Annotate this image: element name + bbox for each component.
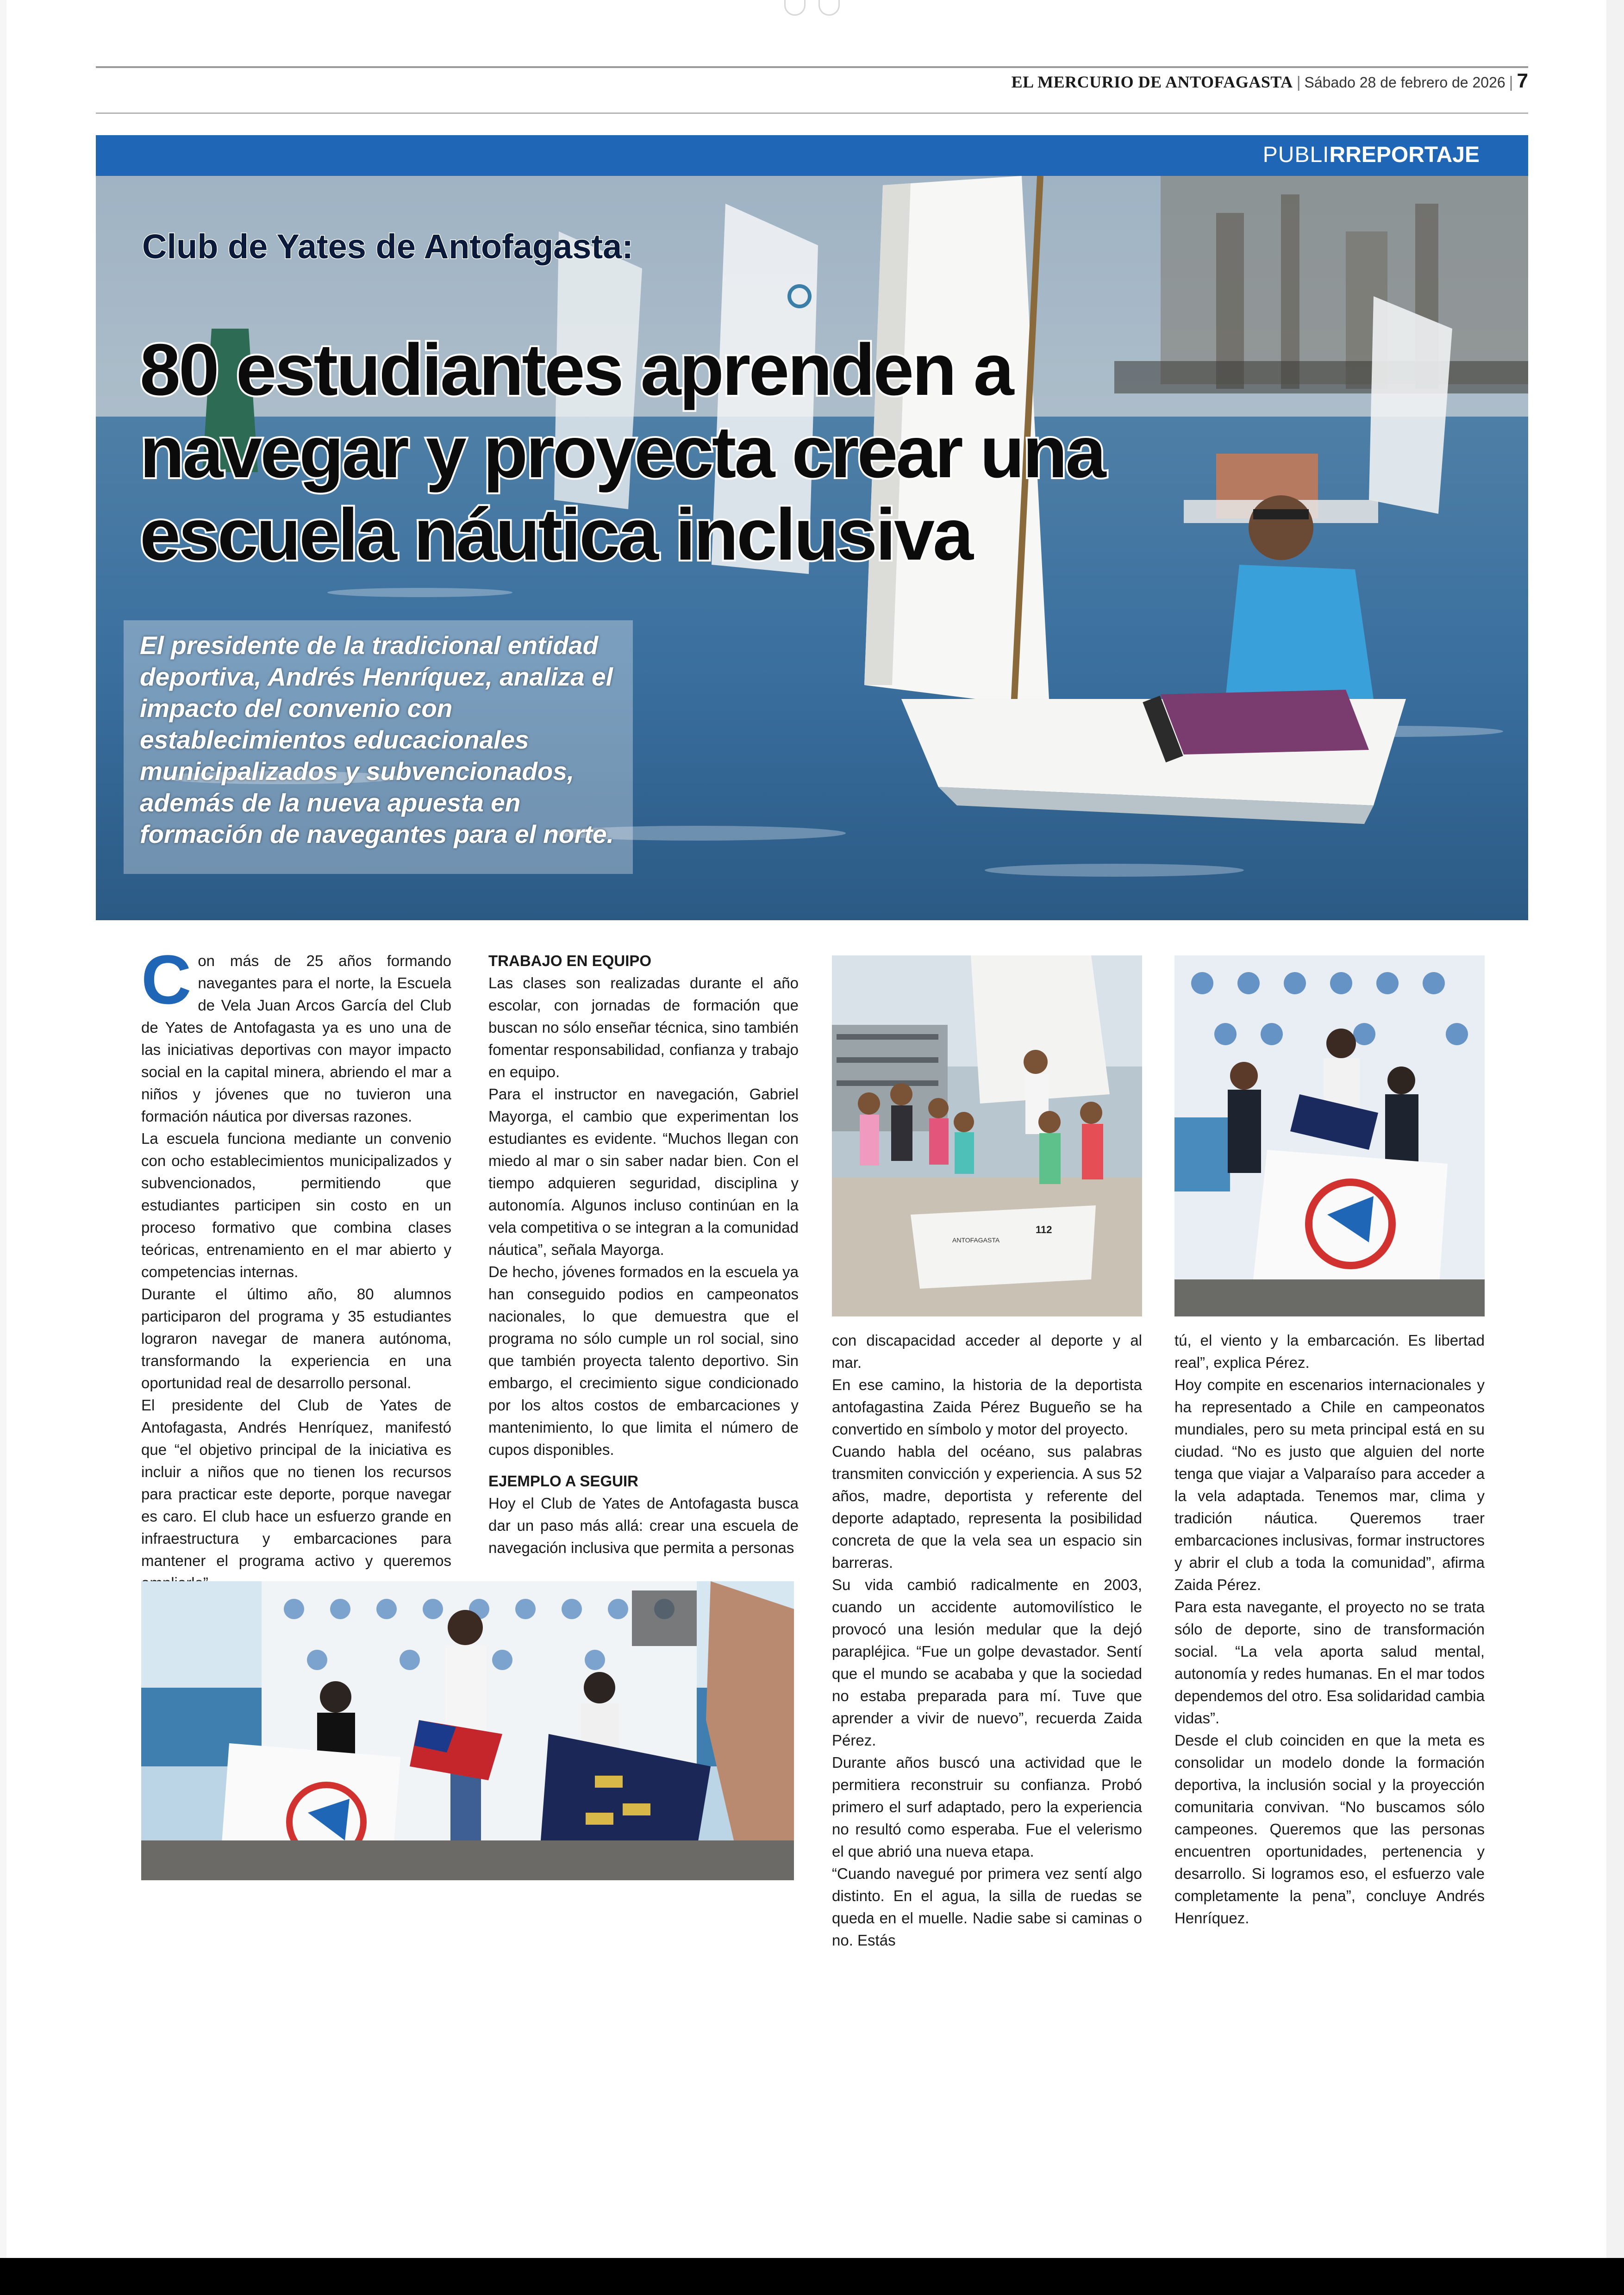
- header-rule-bottom: [96, 112, 1528, 114]
- kicker: Club de Yates de Antofagasta:: [142, 227, 633, 266]
- page-edge-left: [0, 0, 6, 2258]
- page-folio: [1012, 69, 1528, 96]
- section-tag: [1263, 142, 1480, 168]
- paragraph: Cuando habla del océano, sus palabras transmiten convicción y experiencia. A sus 52 años, madre, deportista y referente del deporte adaptado, representa la posibilidad concreta de que la vela sea un espacio sin barreras.: [832, 1443, 1142, 1571]
- folio-separator-2: |: [1509, 74, 1513, 91]
- section-tag-light: PUBLI: [1262, 143, 1330, 167]
- paragraph: Desde el club coinciden en que la meta es consolidar un modelo donde la formación deportiva, la inclusión social y la proyección comunitaria convivan. “No buscamos sólo campeones. Queremos que las personas encuentren oportunidades, pertenencia y desarrollo. Si logramos eso, el esfuerzo vale completamente la pena”, concluye Andrés Henríquez.: [1174, 1732, 1485, 1927]
- podium-flag-scene: [1174, 955, 1485, 1316]
- paragraph: “Cuando navegué por primera vez sentí algo distinto. En el agua, la silla de ruedas se queda en el muelle. Nadie sabe si caminas o no. Estás: [832, 1865, 1142, 1949]
- hull-number: 112: [1036, 1224, 1052, 1235]
- paragraph: Hoy el Club de Yates de Antofagasta busca dar un paso más allá: crear una escuela de navegación inclusiva que permita a personas: [488, 1495, 799, 1556]
- article-column-4: [1174, 1329, 1485, 1929]
- header-rule-top: [96, 66, 1528, 68]
- paragraph: La escuela funciona mediante un convenio con ocho establecimientos municipalizados y subvencionados, permitiendo que estudiantes participen sin costo en un proceso formativo que combina clases teóricas, entrenamiento en el mar abierto y competencias internas.: [141, 1130, 451, 1280]
- publication-name: EL MERCURIO DE ANTOFAGASTA: [1011, 73, 1293, 91]
- publication-date: Sábado 28 de febrero de 2026: [1304, 74, 1505, 91]
- paragraph: Durante años buscó una actividad que le permitiera reconstruir su confianza. Probó primero el surf adaptado, pero la experiencia no resultó como esperaba. Fue el velerismo el que abrió una nueva etapa.: [832, 1754, 1142, 1860]
- paragraph: En ese camino, la historia de la deportista antofagastina Zaida Pérez Bugueño se ha convertido en símbolo y motor del proyecto.: [832, 1376, 1142, 1438]
- paragraph: Para el instructor en navegación, Gabriel Mayorga, el cambio que experimentan los estudiantes es evidente. “Muchos llegan con miedo al mar o sin saber nadar bien. Con el tiempo adquieren seguridad, disciplina y autonomía. Algunos incluso continúan en la vela competitiva o se integran a la comunidad náutica”, señala Mayorga.: [488, 1085, 799, 1258]
- paragraph: Durante el último año, 80 alumnos participaron del programa y 35 estudiantes lograron navegar de manera autónoma, transformando la experiencia en una oportunidad real de desarrollo personal.: [141, 1285, 451, 1391]
- paragraph: El presidente del Club de Yates de Antofagasta, Andrés Henríquez, manifestó que “el objetivo principal de la iniciativa es incluir a niños que no tienen los recursos para practicar este deporte, porque navegar es caro. El club hace un esfuerzo grande en infraestructura y embarcaciones para mantener el programa activo y queremos: [141, 1397, 451, 1569]
- dropcap: C: [141, 941, 192, 1018]
- podium-ceremony-scene: [141, 1581, 794, 1880]
- paragraph: Su vida cambió radicalmente en 2003, cuando un accidente automovilístico le provocó una lesión medular que la dejó parapléjica. “Fue un golpe devastador. Sentí que el mundo se acababa y que la sociedad no estaba preparada para mí. Tuve que aprender a vivir de nuevo”, recuerda Zaida Pérez.: [832, 1576, 1142, 1749]
- hull-name: ANTOFAGASTA: [952, 1236, 1000, 1244]
- podium-flag-photo: [1174, 955, 1485, 1316]
- paragraph: on más de 25 años formando navegantes para el norte, la Escuela de Vela Juan Arcos García del Club de Yates de Antofagasta ya es uno una de las iniciativas deportivas con mayor impacto social en la capital minera, abriendo el mar a niños y jóvenes que no tuvieron una formación náutica por diversas razones.: [141, 952, 451, 1125]
- subhead: TRABAJO EN EQUIPO: [488, 952, 652, 969]
- podium-ceremony-photo: [141, 1581, 794, 1880]
- deck: El presidente de la tradicional entidad deportiva, Andrés Henríquez, analiza el impacto del convenio con establecimientos educacionales municipalizados y subvencionados, además de la nueva apuesta en formación de navegantes para el norte.: [140, 631, 614, 848]
- article-column-1: [141, 941, 451, 1594]
- paragraph: Hoy compite en escenarios internacionales y ha representado a Chile en campeonatos mundiales, pero su meta principal está en su ciudad. “No es justo que alguien del norte tenga que viajar a Valparaíso para acceder a la vela adaptada. Tenemos mar, clima y tradición náutica. Queremos traer embarcaciones inclusivas, formar instructores y abrir el club a toda la comunidad”, afirma Zaida Pérez.: [1174, 1376, 1485, 1593]
- article-column-3: [832, 1329, 1142, 1952]
- section-tag-bold: RREPORTAJE: [1329, 143, 1480, 167]
- page-number: 7: [1517, 69, 1528, 92]
- page-edge-right: [1606, 0, 1624, 2258]
- headline: 80 estudiantes aprenden a navegar y proyecta crear una escuela náutica inclusiva: [140, 329, 1105, 575]
- viewer-prev-icon[interactable]: [784, 0, 806, 16]
- subhead: EJEMPLO A SEGUIR: [488, 1472, 638, 1490]
- kids-boat-scene: [832, 955, 1142, 1316]
- section-bar: [96, 135, 1528, 176]
- kids-boat-photo: [832, 955, 1142, 1316]
- viewer-next-icon[interactable]: [818, 0, 840, 16]
- folio-separator: |: [1296, 74, 1301, 91]
- paragraph: Para esta navegante, el proyecto no se trata sólo de deporte, sino de transformación social. “La vela aporta salud mental, autonomía y redes humanas. En el mar todos dependemos del otro. Esa solidaridad cambia vidas”.: [1174, 1598, 1485, 1727]
- hero-photo: [96, 176, 1528, 920]
- paragraph: De hecho, jóvenes formados en la escuela ya han conseguido podios en campeonatos nacionales, lo que demuestra que el programa no sólo cumple un rol social, sino que también proyecta talento deportivo. Sin embargo, el crecimiento sigue condicionado por los altos costos de embarcaciones y mantenimiento, lo que limita el número de cupos disponibles.: [488, 1263, 799, 1458]
- viewer-bottom-bar: [0, 2258, 1624, 2295]
- paragraph: Las clases son realizadas durante el año escolar, con jornadas de formación que buscan no sólo enseñar técnica, sino también fomentar responsabilidad, confianza y trabajo en equipo.: [488, 974, 799, 1080]
- paragraph: tú, el viento y la embarcación. Es libertad real”, explica Pérez.: [1174, 1332, 1485, 1371]
- article-column-2: [488, 950, 799, 1559]
- paragraph: con discapacidad acceder al deporte y al mar.: [832, 1332, 1142, 1371]
